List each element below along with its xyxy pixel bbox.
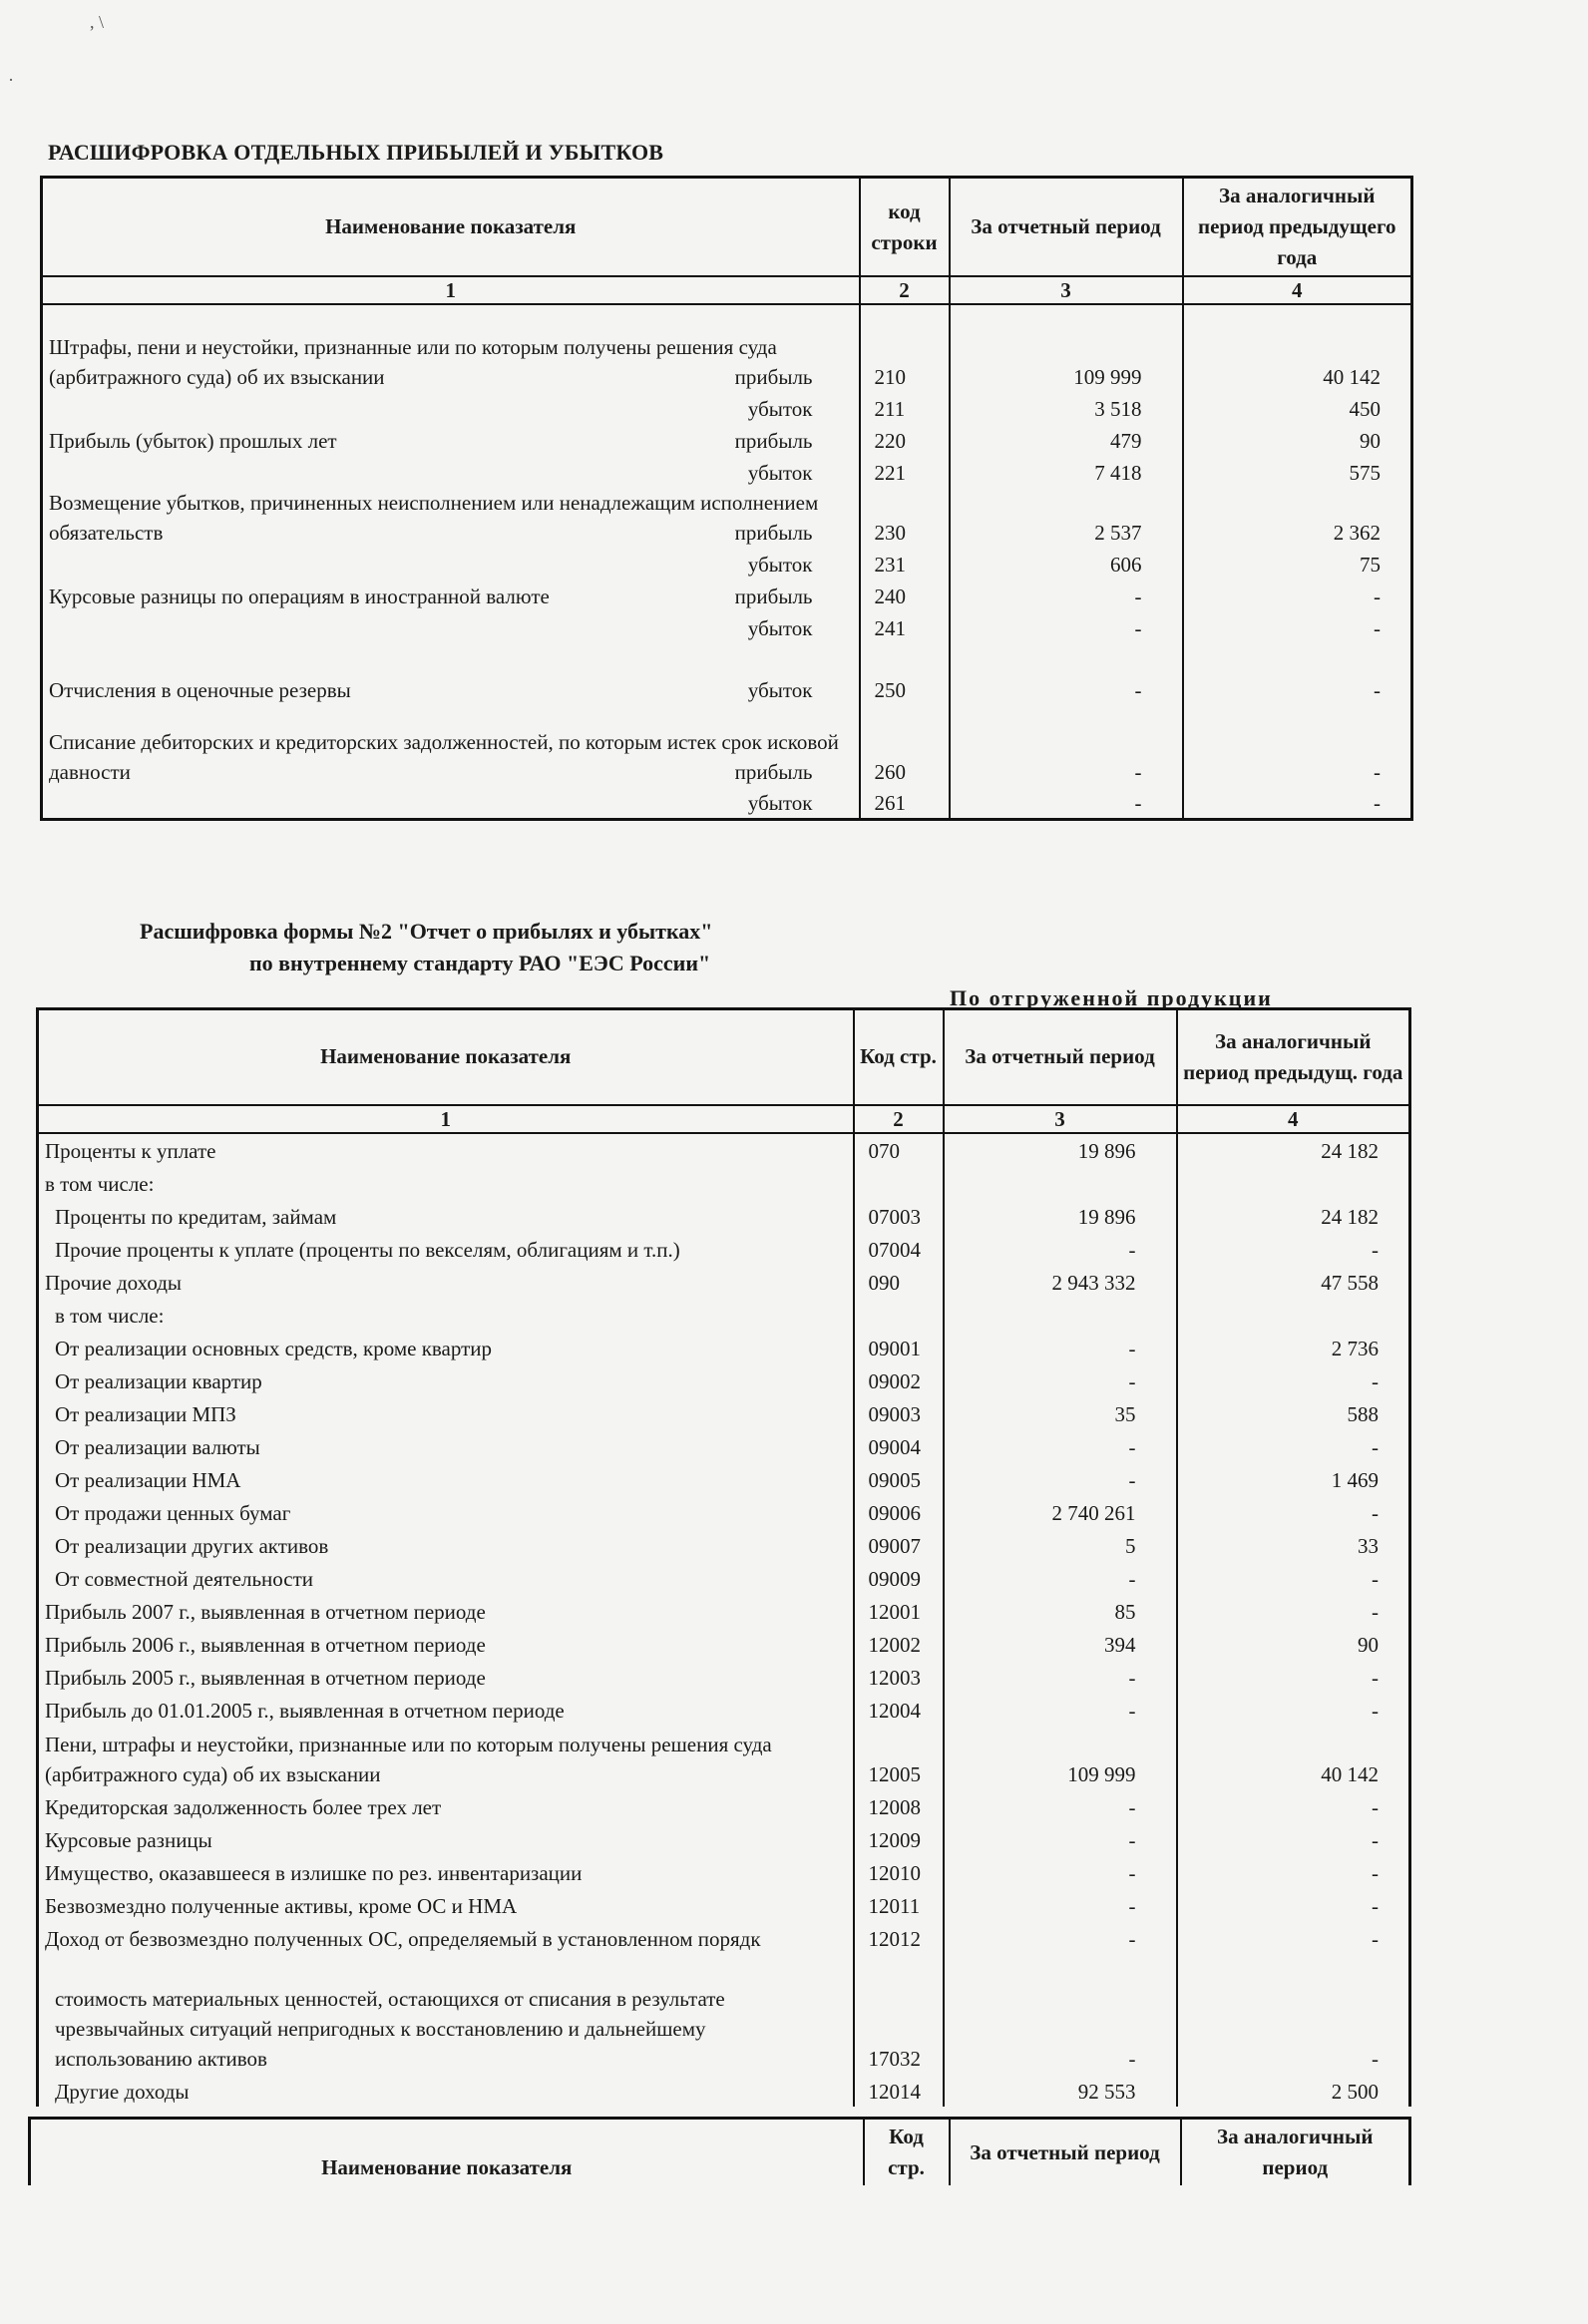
row-name-cell	[42, 456, 860, 488]
row-code: 17032	[854, 1954, 944, 2074]
row-previous: -	[1374, 790, 1381, 815]
row-code: 09005	[854, 1462, 944, 1495]
header-name: Наименование показателя	[38, 1009, 854, 1105]
table-row	[42, 304, 1412, 392]
row-current: -	[944, 1921, 1177, 1954]
row-name-cell	[42, 705, 860, 787]
row-code: 240	[860, 580, 950, 611]
row-current: -	[944, 1693, 1177, 1726]
header-previous: За аналогичный период предыдущего года	[1183, 178, 1412, 277]
row-previous: -	[1372, 1698, 1379, 1723]
row-current: 92 553	[944, 2074, 1177, 2107]
row-name: Другие доходы	[38, 2074, 854, 2107]
table-row	[38, 1495, 1410, 1528]
row-current: 394	[944, 1627, 1177, 1660]
table-row	[38, 1528, 1410, 1561]
table-row	[38, 1888, 1410, 1921]
row-name-cell	[42, 548, 860, 580]
row-name: Прибыль (убыток) прошлых лет	[49, 429, 337, 453]
row-code: 12004	[854, 1693, 944, 1726]
row-previous: 2 362	[1333, 521, 1381, 545]
row-code: 09003	[854, 1396, 944, 1429]
row-name: Проценты к уплате	[38, 1133, 854, 1166]
row-name-cell	[42, 580, 860, 611]
row-current: -	[944, 1660, 1177, 1693]
section1-title: РАСШИФРОВКА ОТДЕЛЬНЫХ ПРИБЫЛЕЙ И УБЫТКОВ	[48, 140, 664, 165]
row-previous: -	[1372, 2046, 1379, 2071]
row-current: -	[944, 1429, 1177, 1462]
row-type: убыток	[747, 553, 813, 577]
row-current: 7 418	[950, 456, 1183, 488]
header-current: За отчетный период	[944, 1009, 1177, 1105]
table-row	[42, 548, 1412, 580]
row-previous: 33	[1358, 1533, 1379, 1558]
row-current: 5	[944, 1528, 1177, 1561]
row-code	[854, 1298, 944, 1331]
header-previous: За аналогичный период	[1181, 2119, 1410, 2186]
row-previous: -	[1372, 1599, 1379, 1624]
row-previous: -	[1372, 1368, 1379, 1393]
row-type: убыток	[747, 790, 813, 815]
row-name: Прибыль 2007 г., выявленная в отчетном периоде	[38, 1594, 854, 1627]
row-previous: -	[1374, 760, 1381, 784]
scan-mark: , \	[90, 12, 105, 32]
row-current: -	[944, 1822, 1177, 1855]
row-type: прибыль	[734, 760, 813, 784]
row-name: в том числе:	[38, 1166, 854, 1199]
row-code: 070	[854, 1133, 944, 1166]
row-current: -	[944, 1561, 1177, 1594]
row-previous: -	[1372, 1500, 1379, 1525]
row-code: 12003	[854, 1660, 944, 1693]
row-previous: 90	[1360, 429, 1381, 453]
row-previous: -	[1372, 1794, 1379, 1819]
row-previous: 450	[1349, 397, 1381, 421]
row-name-cell	[42, 392, 860, 424]
row-code: 12005	[854, 1726, 944, 1789]
row-previous: 2 736	[1331, 1336, 1379, 1360]
row-previous: 90	[1358, 1632, 1379, 1657]
col-number: 3	[944, 1105, 1177, 1133]
row-current: 109 999	[950, 304, 1183, 392]
table-row	[38, 1429, 1410, 1462]
table-row	[38, 1789, 1410, 1822]
row-previous: -	[1372, 1893, 1379, 1918]
row-code: 241	[860, 611, 950, 643]
col-number: 1	[38, 1105, 854, 1133]
row-name: От продажи ценных бумаг	[38, 1495, 854, 1528]
row-code	[854, 1166, 944, 1199]
header-name: Наименование показателя	[30, 2119, 864, 2186]
table-row	[38, 1199, 1410, 1232]
row-name-cell	[42, 304, 860, 392]
row-current: -	[944, 1462, 1177, 1495]
table-row	[38, 1462, 1410, 1495]
row-code: 230	[860, 488, 950, 548]
row-name: Пени, штрафы и неустойки, признанные или по которым получены решения суда (арбитражного суда) об их взыскании	[38, 1726, 854, 1789]
table-row	[38, 1693, 1410, 1726]
header-name: Наименование показателя	[42, 178, 860, 277]
col-number: 4	[1177, 1105, 1410, 1133]
row-previous	[1177, 1166, 1410, 1199]
header-previous: За аналогичный период предыдущ. года	[1177, 1009, 1410, 1105]
row-previous: -	[1372, 1237, 1379, 1262]
row-code: 12012	[854, 1921, 944, 1954]
row-name: Возмещение убытков, причиненных неисполнением или ненадлежащим исполнением обязательств	[49, 491, 819, 545]
row-code: 12002	[854, 1627, 944, 1660]
row-name: Кредиторская задолженность более трех лет	[38, 1789, 854, 1822]
row-code: 12010	[854, 1855, 944, 1888]
row-name: Проценты по кредитам, займам	[38, 1199, 854, 1232]
row-name-cell	[42, 424, 860, 456]
row-code: 231	[860, 548, 950, 580]
row-previous: 47 558	[1321, 1270, 1379, 1295]
row-current: -	[950, 611, 1183, 643]
row-name-cell	[42, 488, 860, 548]
row-name-cell	[42, 643, 860, 705]
row-name: Курсовые разницы по операциям в иностранной валюте	[49, 584, 550, 608]
scan-mark: ·	[8, 70, 14, 90]
row-code: 12008	[854, 1789, 944, 1822]
table-row	[42, 456, 1412, 488]
row-code: 211	[860, 392, 950, 424]
row-current: 606	[950, 548, 1183, 580]
row-name: Прочие доходы	[38, 1265, 854, 1298]
row-previous: 2 500	[1331, 2079, 1379, 2104]
row-current: 2 537	[950, 488, 1183, 548]
row-code: 220	[860, 424, 950, 456]
row-previous: -	[1372, 1827, 1379, 1852]
row-name: в том числе:	[38, 1298, 854, 1331]
table-row	[42, 643, 1412, 705]
table-row	[38, 1726, 1410, 1789]
row-previous: 75	[1360, 553, 1381, 577]
row-previous: 24 182	[1321, 1138, 1379, 1163]
table-row	[38, 1921, 1410, 1954]
row-name: Имущество, оказавшееся в излишке по рез. инвентаризации	[38, 1855, 854, 1888]
col-number: 4	[1183, 276, 1412, 304]
section2-title-line2: по внутреннему стандарту РАО "ЕЭС России"	[249, 951, 711, 975]
row-type: убыток	[747, 616, 813, 640]
row-previous: 1 469	[1331, 1467, 1379, 1492]
table-row	[38, 1822, 1410, 1855]
row-name: Доход от безвозмездно полученных ОС, определяемый в установленном порядк	[38, 1921, 854, 1954]
row-name: Штрафы, пени и неустойки, признанные или по которым получены решения суда (арбитражного суда) об их взыскании	[49, 335, 777, 389]
row-name-cell	[42, 787, 860, 819]
row-current: 2 740 261	[944, 1495, 1177, 1528]
row-current: -	[944, 1954, 1177, 2074]
row-code: 12014	[854, 2074, 944, 2107]
row-previous: -	[1374, 616, 1381, 640]
row-name: Прибыль до 01.01.2005 г., выявленная в отчетном периоде	[38, 1693, 854, 1726]
row-name: От реализации валюты	[38, 1429, 854, 1462]
row-code: 12009	[854, 1822, 944, 1855]
section2-title-line1: Расшифровка формы №2 "Отчет о прибылях и убытках"	[140, 919, 713, 944]
row-code: 09004	[854, 1429, 944, 1462]
row-code: 07004	[854, 1232, 944, 1265]
table-row	[38, 1660, 1410, 1693]
row-current: -	[944, 1789, 1177, 1822]
table-row	[38, 1232, 1410, 1265]
header-current: За отчетный период	[950, 2119, 1181, 2186]
table-row	[38, 1166, 1410, 1199]
table-row	[42, 488, 1412, 548]
row-code: 09002	[854, 1363, 944, 1396]
row-previous: 575	[1349, 461, 1381, 485]
row-code: 250	[860, 643, 950, 705]
row-current: -	[944, 1855, 1177, 1888]
row-name: От совместной деятельности	[38, 1561, 854, 1594]
row-previous: 40 142	[1323, 365, 1381, 389]
header-code: Код стр.	[854, 1009, 944, 1105]
row-current: -	[950, 643, 1183, 705]
header-code: код строки	[860, 178, 950, 277]
row-current: 35	[944, 1396, 1177, 1429]
col-number: 3	[950, 276, 1183, 304]
row-current: -	[950, 580, 1183, 611]
row-current: -	[944, 1888, 1177, 1921]
table-row	[38, 1265, 1410, 1298]
table-row	[42, 787, 1412, 819]
row-previous: -	[1372, 1665, 1379, 1690]
row-type: убыток	[747, 397, 813, 421]
row-current: -	[950, 787, 1183, 819]
row-previous: 24 182	[1321, 1204, 1379, 1229]
table-row	[38, 1954, 1410, 2074]
table-row	[42, 392, 1412, 424]
table-row	[42, 705, 1412, 787]
row-name: Прибыль 2006 г., выявленная в отчетном периоде	[38, 1627, 854, 1660]
table-row	[38, 1855, 1410, 1888]
row-name: От реализации МПЗ	[38, 1396, 854, 1429]
row-current: 479	[950, 424, 1183, 456]
row-code: 09001	[854, 1331, 944, 1363]
table-row	[38, 1594, 1410, 1627]
row-code: 09006	[854, 1495, 944, 1528]
row-current: 3 518	[950, 392, 1183, 424]
row-previous: -	[1372, 1434, 1379, 1459]
row-current: 2 943 332	[944, 1265, 1177, 1298]
col-number: 1	[42, 276, 860, 304]
row-type: убыток	[747, 461, 813, 485]
row-name: Прочие проценты к уплате (проценты по векселям, облигациям и т.п.)	[38, 1232, 854, 1265]
income-breakdown-table	[36, 1007, 1411, 2107]
row-previous: -	[1372, 1860, 1379, 1885]
row-code: 210	[860, 304, 950, 392]
row-type: убыток	[747, 678, 813, 702]
row-code: 12011	[854, 1888, 944, 1921]
row-current: -	[944, 1331, 1177, 1363]
row-name: От реализации других активов	[38, 1528, 854, 1561]
row-code: 221	[860, 456, 950, 488]
row-type: прибыль	[734, 521, 813, 545]
row-current: 19 896	[944, 1199, 1177, 1232]
row-code: 260	[860, 705, 950, 787]
table-row	[42, 580, 1412, 611]
row-current: 109 999	[944, 1726, 1177, 1789]
table-row	[38, 1561, 1410, 1594]
row-current: 19 896	[944, 1133, 1177, 1166]
row-name: Курсовые разницы	[38, 1822, 854, 1855]
table-row	[38, 1298, 1410, 1331]
row-name: Безвозмездно полученные активы, кроме ОС и НМА	[38, 1888, 854, 1921]
row-name: От реализации квартир	[38, 1363, 854, 1396]
row-current: -	[944, 1232, 1177, 1265]
col-number: 2	[860, 276, 950, 304]
section2-title	[140, 916, 838, 979]
table-row	[38, 1627, 1410, 1660]
col-number: 2	[854, 1105, 944, 1133]
section2-subheading: По отгруженной продукции	[950, 985, 1273, 1010]
row-current: -	[950, 705, 1183, 787]
row-previous	[1177, 1298, 1410, 1331]
row-type: прибыль	[734, 429, 813, 453]
row-current	[944, 1298, 1177, 1331]
row-current: -	[944, 1363, 1177, 1396]
row-current	[944, 1166, 1177, 1199]
row-code: 07003	[854, 1199, 944, 1232]
row-code: 09009	[854, 1561, 944, 1594]
header-current: За отчетный период	[950, 178, 1183, 277]
table-row	[38, 2074, 1410, 2107]
row-name: Прибыль 2005 г., выявленная в отчетном периоде	[38, 1660, 854, 1693]
table-row	[38, 1331, 1410, 1363]
table-row	[38, 1396, 1410, 1429]
table-row	[42, 611, 1412, 643]
row-previous: -	[1372, 1926, 1379, 1951]
table-row	[38, 1363, 1410, 1396]
table-row	[42, 424, 1412, 456]
row-code: 09007	[854, 1528, 944, 1561]
row-type: прибыль	[734, 584, 813, 608]
row-current: 85	[944, 1594, 1177, 1627]
row-previous: 588	[1347, 1401, 1379, 1426]
row-previous: -	[1374, 584, 1381, 608]
row-code: 12001	[854, 1594, 944, 1627]
header-code: Код стр.	[864, 2119, 950, 2186]
row-name: От реализации НМА	[38, 1462, 854, 1495]
losses-profits-table	[40, 176, 1413, 821]
row-name-cell	[42, 611, 860, 643]
row-previous: -	[1372, 1566, 1379, 1591]
row-name: Списание дебиторских и кредиторских задолженностей, по которым истек срок исковой давности	[49, 730, 839, 784]
continued-header-table	[28, 2117, 1411, 2185]
row-previous: -	[1374, 678, 1381, 702]
row-name: Отчисления в оценочные резервы	[49, 678, 351, 702]
row-code: 261	[860, 787, 950, 819]
row-type: прибыль	[734, 365, 813, 389]
row-name: стоимость материальных ценностей, остающихся от списания в результате чрезвычайных ситуаций непригодных к восстановлению и дальнейшему использованию активов	[38, 1954, 854, 2074]
row-code: 090	[854, 1265, 944, 1298]
row-name: От реализации основных средств, кроме квартир	[38, 1331, 854, 1363]
row-previous: 40 142	[1321, 1761, 1379, 1786]
table-row	[38, 1133, 1410, 1166]
